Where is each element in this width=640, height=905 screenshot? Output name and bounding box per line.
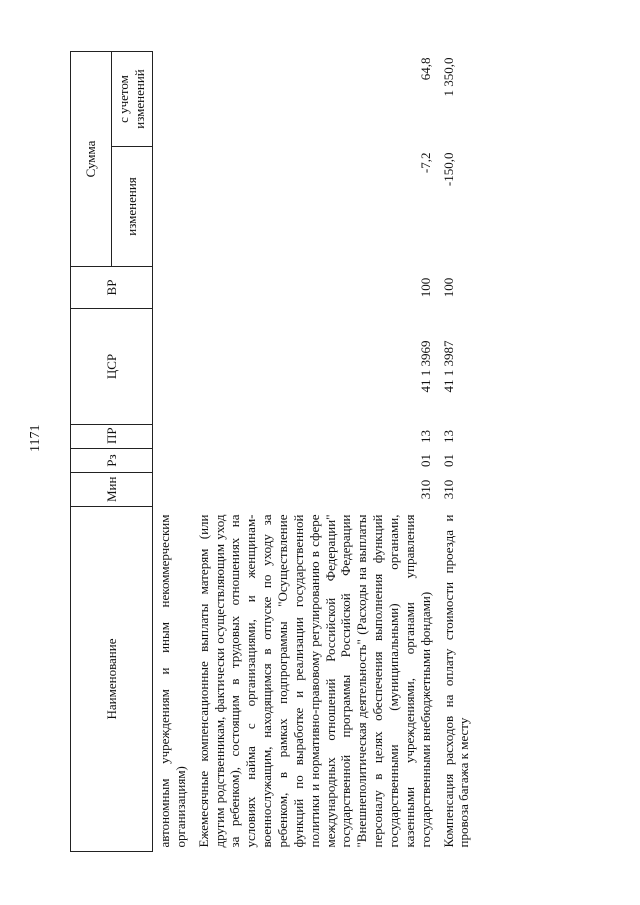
table-row [153,52,192,852]
row-vr: 100 [440,277,456,298]
row-total: 1 350,0 [440,57,456,97]
table-row [192,52,437,852]
header-summa: Сумма [71,52,112,267]
header-vr: ВР [71,267,153,309]
row-pr: 13 [417,430,433,443]
row-pr: 13 [440,430,456,443]
table-row [437,52,476,852]
row-name: Ежемесячные компенсационные выплаты матерям (или другим родственникам, фактически осуществляющим уход за ребенком), состоящим в трудовых отношениях на условиях найма с организациями, и женщинам-военнослужащим, находящимся в отпуске по уходу за ребенком, в рамках подпрограммы "Осуществление функций по выработке и реализации государственной политики и нормативно-правовому регулированию в сфере международных отношений Российской Федерации" государственной программы Российской Федерации "Внешнеполитическая деятельность" (Расходы на выплаты персоналу в целях обеспечения выполнения функций государственными (муниципальными) органами, казенными учреждениями, органами управления государственными внебюджетными фондами) [195,514,433,848]
header-min: Мин [71,473,153,507]
row-izmeneniya: -7,2 [417,152,433,174]
row-name: автономным учреждениям и иным некоммерческим организациям) [157,514,188,848]
row-pr [153,425,192,449]
row-rz: 01 [440,454,456,467]
row-csr [153,309,192,425]
row-rz [153,449,192,473]
row-min: 310 [440,479,456,500]
row-total [153,52,192,147]
row-rz: 01 [417,454,433,467]
rotated-page [70,52,610,852]
row-csr: 41 1 3987 [440,340,456,393]
header-pr: ПР [71,425,153,449]
header-name: Наименование [71,507,153,852]
row-min [153,473,192,507]
row-izmeneniya: -150,0 [440,152,456,187]
row-vr: 100 [417,277,433,298]
row-vr [153,267,192,309]
row-total: 64,8 [417,57,433,81]
row-izmeneniya [153,147,192,267]
page-number: 1171 [28,424,43,452]
header-izmeneniya: изменения [112,147,153,267]
row-name: Компенсация расходов на оплату стоимости проезда и провоза багажа к месту [440,514,472,848]
header-s-uchetom: с учетом изменений [112,52,153,147]
header-rz: Рз [71,449,153,473]
budget-table [70,51,475,852]
row-min: 310 [417,479,433,500]
header-csr: ЦСР [71,309,153,425]
row-csr: 41 1 3969 [417,340,433,393]
